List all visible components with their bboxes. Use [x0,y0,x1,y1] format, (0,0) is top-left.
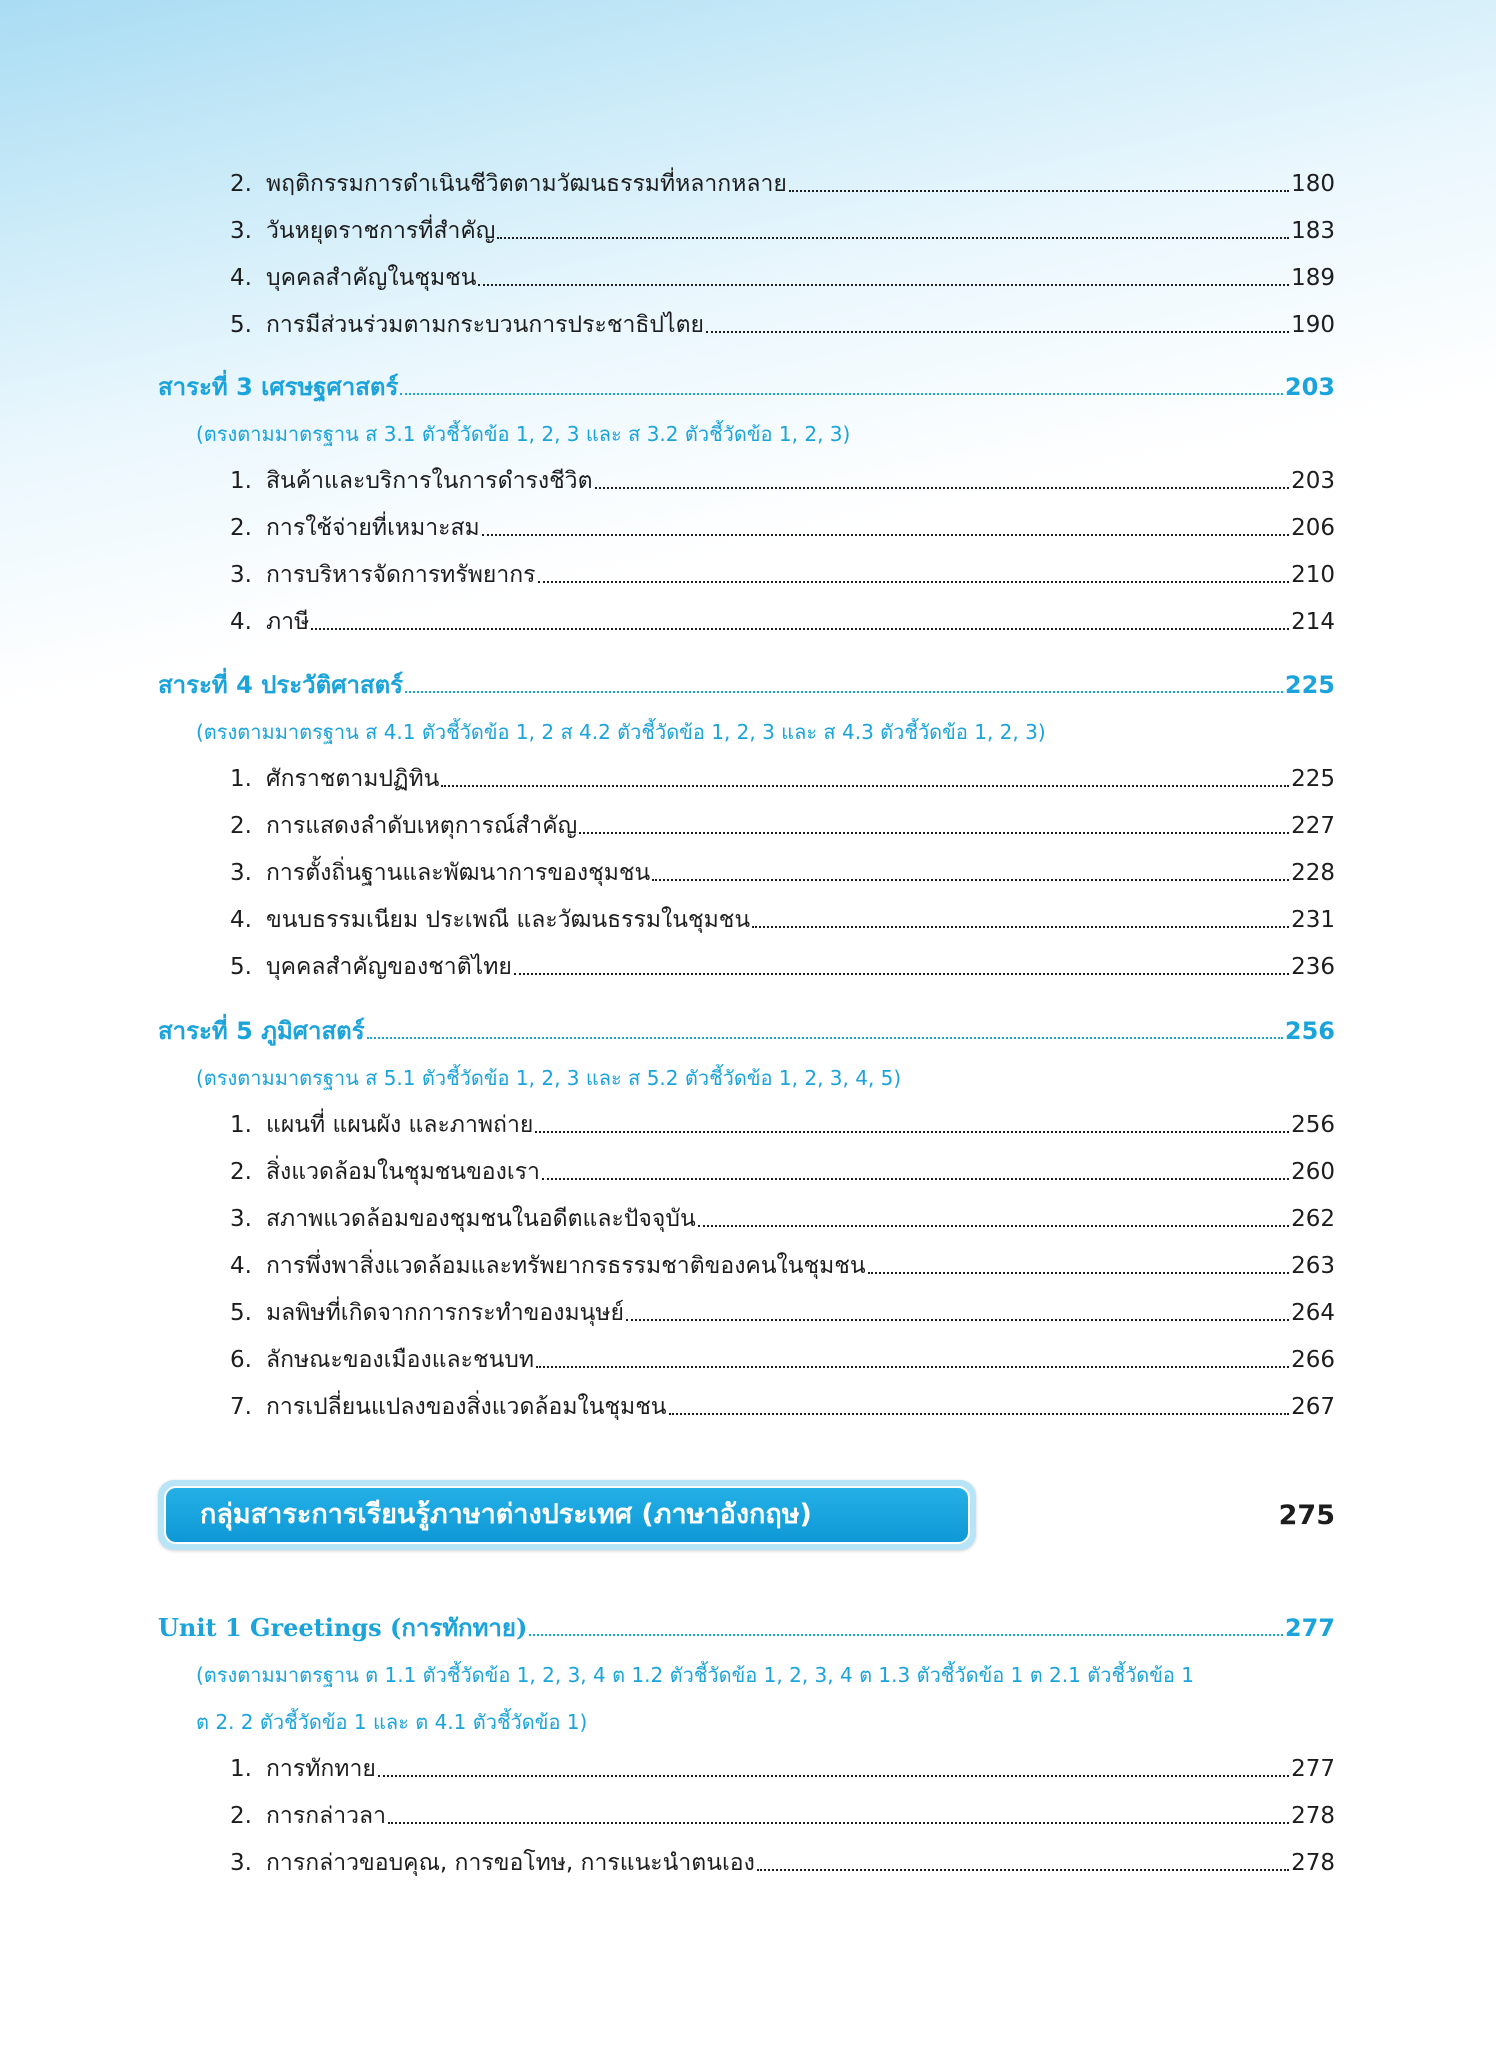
entry-number: 7. [230,1394,252,1420]
entry-page: 266 [1291,1347,1335,1373]
entry-title: สิ่งแวดล้อมในชุมชนของเรา [266,1159,540,1185]
dot-leader [478,284,1289,286]
entry-number: 4. [230,265,252,291]
unit-heading[interactable] [158,1606,1335,1650]
dot-leader [538,581,1290,583]
dot-leader [388,1822,1289,1824]
entry-page: 180 [1291,171,1335,197]
entry-page: 214 [1291,609,1335,635]
toc-entry[interactable] [230,757,1335,801]
entry-page: 227 [1291,813,1335,839]
entry-number: 5. [230,954,252,980]
entry-page: 267 [1291,1394,1335,1420]
section-heading[interactable] [158,365,1335,409]
entry-number: 4. [230,609,252,635]
toc-entry[interactable] [230,1841,1335,1885]
unit-page: 277 [1284,1614,1335,1642]
entry-number: 6. [230,1347,252,1373]
dot-leader [482,534,1289,536]
toc-entry[interactable] [230,804,1335,848]
dot-leader [757,1869,1289,1871]
entry-page: 264 [1291,1300,1335,1326]
entry-title: การกล่าวขอบคุณ, การขอโทษ, การแนะนำตนเอง [266,1850,755,1876]
entry-page: 203 [1291,468,1335,494]
toc-entry[interactable] [230,303,1335,347]
entry-page: 210 [1291,562,1335,588]
standards-note: (ตรงตามมาตรฐาน ส 4.1 ตัวชี้วัดข้อ 1, 2 ส 4.2 ตัวชี้วัดข้อ 1, 2, 3 และ ส 4.3 ตัวชี้วัดข้อ 1, 2, 3) [196,720,1046,744]
dot-leader [536,1366,1289,1368]
entry-number: 2. [230,1159,252,1185]
dot-leader [669,1413,1290,1415]
entry-title: การบริหารจัดการทรัพยากร [266,562,536,588]
toc-entry[interactable] [230,162,1335,206]
entry-number: 4. [230,907,252,933]
toc-entry[interactable] [230,506,1335,550]
entry-number: 3. [230,218,252,244]
toc-entry[interactable] [230,1338,1335,1382]
entry-title: การมีส่วนร่วมตามกระบวนการประชาธิปไตย [266,312,704,338]
standards-note: (ตรงตามมาตรฐาน ส 5.1 ตัวชี้วัดข้อ 1, 2, 3 และ ส 5.2 ตัวชี้วัดข้อ 1, 2, 3, 4, 5) [196,1066,902,1090]
entry-title: ศักราชตามปฏิทิน [266,766,440,792]
toc-entry[interactable] [230,1103,1335,1147]
dot-leader [529,1634,1283,1636]
entry-page: 190 [1291,312,1335,338]
entry-number: 2. [230,813,252,839]
entry-title: บุคคลสำคัญในชุมชน [266,265,477,291]
entry-title: การตั้งถิ่นฐานและพัฒนาการของชุมชน [266,860,651,886]
standards-note: (ตรงตามมาตรฐาน ต 1.1 ตัวชี้วัดข้อ 1, 2, 3, 4 ต 1.2 ตัวชี้วัดข้อ 1, 2, 3, 4 ต 1.3 ตัวชี้วัดข้อ 1 ต 2.1 ตัวชี้วัดข้อ 1 [196,1663,1194,1687]
entry-title: การใช้จ่ายที่เหมาะสม [266,515,480,541]
entry-page: 183 [1291,218,1335,244]
entry-title: แผนที่ แผนผัง และภาพถ่าย [266,1112,534,1138]
section-title: สาระที่ 3 เศรษฐศาสตร์ [158,373,399,401]
entry-page: 228 [1291,860,1335,886]
toc-entry[interactable] [230,1244,1335,1288]
dot-leader [595,487,1290,489]
entry-page: 236 [1291,954,1335,980]
entry-title: การกล่าวลา [266,1803,387,1829]
entry-page: 278 [1291,1850,1335,1876]
standards-note: (ตรงตามมาตรฐาน ส 3.1 ตัวชี้วัดข้อ 1, 2, 3 และ ส 3.2 ตัวชี้วัดข้อ 1, 2, 3) [196,422,851,446]
toc-entry[interactable] [230,553,1335,597]
entry-number: 3. [230,1206,252,1232]
entry-title: การเปลี่ยนแปลงของสิ่งแวดล้อมในชุมชน [266,1394,667,1420]
entry-page: 225 [1291,766,1335,792]
entry-title: การทักทาย [266,1756,376,1782]
dot-leader [752,926,1289,928]
entry-page: 231 [1291,907,1335,933]
dot-leader [652,879,1289,881]
entry-number: 2. [230,515,252,541]
section-page: 203 [1284,373,1335,401]
entry-page: 256 [1291,1112,1335,1138]
toc-entry[interactable] [230,600,1335,644]
dot-leader [367,1037,1283,1039]
toc-entry[interactable] [230,1197,1335,1241]
section-page: 256 [1284,1017,1335,1045]
entry-title: ขนบธรรมเนียม ประเพณี และวัฒนธรรมในชุมชน [266,907,751,933]
subject-group-title: กลุ่มสาระการเรียนรู้ภาษาต่างประเทศ (ภาษาอังกฤษ) [164,1486,970,1544]
entry-title: การแสดงลำดับเหตุการณ์สำคัญ [266,813,578,839]
entry-page: 278 [1291,1803,1335,1829]
entry-title: การพึ่งพาสิ่งแวดล้อมและทรัพยากรธรรมชาติของคนในชุมชน [266,1253,866,1279]
dot-leader [311,628,1289,630]
entry-page: 206 [1291,515,1335,541]
entry-title: มลพิษที่เกิดจากการกระทำของมนุษย์ [266,1300,624,1326]
subject-group-page: 275 [1278,1500,1335,1531]
dot-leader [698,1225,1289,1227]
subject-group-banner[interactable] [158,1480,976,1550]
unit-title: Unit 1 Greetings (การทักทาย) [158,1613,528,1642]
entry-title: บุคคลสำคัญของชาติไทย [266,954,512,980]
section-title: สาระที่ 4 ประวัติศาสตร์ [158,671,404,699]
dot-leader [626,1319,1289,1321]
section-page: 225 [1284,671,1335,699]
entry-number: 1. [230,1756,252,1782]
toc-entry[interactable] [230,256,1335,300]
toc-entry[interactable] [230,1385,1335,1429]
section-title: สาระที่ 5 ภูมิศาสตร์ [158,1017,365,1045]
entry-page: 189 [1291,265,1335,291]
dot-leader [542,1178,1289,1180]
dot-leader [579,832,1289,834]
dot-leader [441,785,1289,787]
dot-leader [535,1131,1289,1133]
entry-number: 5. [230,312,252,338]
toc-entry[interactable] [230,459,1335,503]
toc-entry[interactable] [230,1794,1335,1838]
toc-entry[interactable] [230,1291,1335,1335]
entry-title: พฤติกรรมการดำเนินชีวิตตามวัฒนธรรมที่หลากหลาย [266,171,787,197]
toc-entry[interactable] [230,209,1335,253]
toc-entry[interactable] [230,1747,1335,1791]
dot-leader [405,691,1283,693]
entry-title: ลักษณะของเมืองและชนบท [266,1347,535,1373]
entry-number: 4. [230,1253,252,1279]
entry-title: วันหยุดราชการที่สำคัญ [266,218,496,244]
toc-entry[interactable] [230,851,1335,895]
toc-entry[interactable] [230,898,1335,942]
entry-page: 262 [1291,1206,1335,1232]
dot-leader [400,393,1283,395]
entry-number: 2. [230,171,252,197]
toc-entry[interactable] [230,1150,1335,1194]
section-heading[interactable] [158,663,1335,707]
entry-page: 277 [1291,1756,1335,1782]
dot-leader [868,1272,1289,1274]
entry-number: 1. [230,468,252,494]
dot-leader [706,331,1289,333]
dot-leader [497,237,1289,239]
entry-title: สินค้าและบริการในการดำรงชีวิต [266,468,593,494]
dot-leader [378,1775,1289,1777]
entry-page: 263 [1291,1253,1335,1279]
entry-page: 260 [1291,1159,1335,1185]
dot-leader [789,190,1289,192]
entry-number: 3. [230,860,252,886]
entry-number: 1. [230,766,252,792]
entry-number: 3. [230,562,252,588]
entry-number: 2. [230,1803,252,1829]
section-heading[interactable] [158,1009,1335,1053]
entry-number: 5. [230,1300,252,1326]
entry-number: 3. [230,1850,252,1876]
entry-title: ภาษี [266,609,310,635]
entry-number: 1. [230,1112,252,1138]
dot-leader [514,973,1289,975]
standards-note: ต 2. 2 ตัวชี้วัดข้อ 1 และ ต 4.1 ตัวชี้วัดข้อ 1) [196,1710,588,1734]
toc-entry[interactable] [230,945,1335,989]
entry-title: สภาพแวดล้อมของชุมชนในอดีตและปัจจุบัน [266,1206,696,1232]
